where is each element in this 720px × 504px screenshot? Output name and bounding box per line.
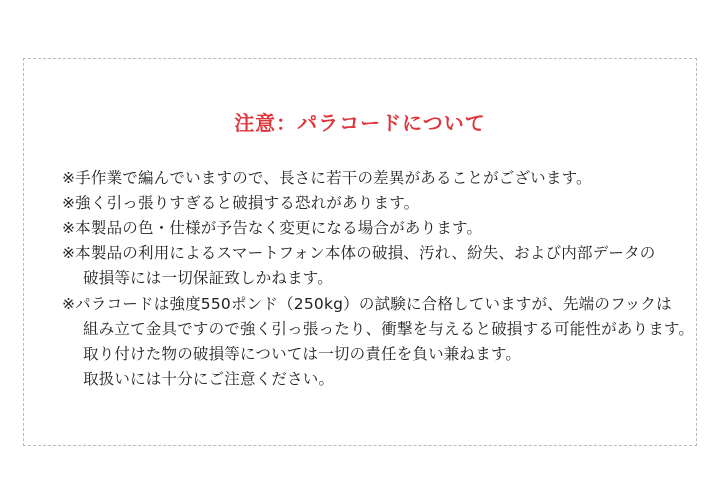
- notice-line: ※手作業で編んでいますので、長さに若干の差異があることがございます。: [62, 169, 592, 187]
- notice-line: ※本製品の利用によるスマートフォン本体の破損、汚れ、紛失、および内部データの: [62, 244, 656, 263]
- notice-body: [24, 166, 696, 392]
- notice-card: [23, 58, 697, 446]
- notice-line: 取り付けた物の破損等については一切の責任を負い兼ねます。: [83, 344, 522, 363]
- notice-line: ※パラコードは強度550ポンド（250kg）の試験に合格していますが、先端のフックは: [62, 294, 672, 313]
- notice-title: 注意：パラコードについて: [234, 111, 486, 135]
- notice-line: ※強く引っ張りすぎると破損する恐れがあります。: [62, 194, 420, 213]
- notice-line: 破損等には一切保証致しかねます。: [83, 269, 333, 288]
- notice-line: 組み立て金具ですので強く引っ張ったり、衝撃を与えると破損する可能性があります。: [83, 319, 695, 338]
- notice-line: 取扱いには十分にご注意ください。: [83, 369, 335, 388]
- notice-line: ※本製品の色・仕様が予告なく変更になる場合があります。: [62, 219, 483, 238]
